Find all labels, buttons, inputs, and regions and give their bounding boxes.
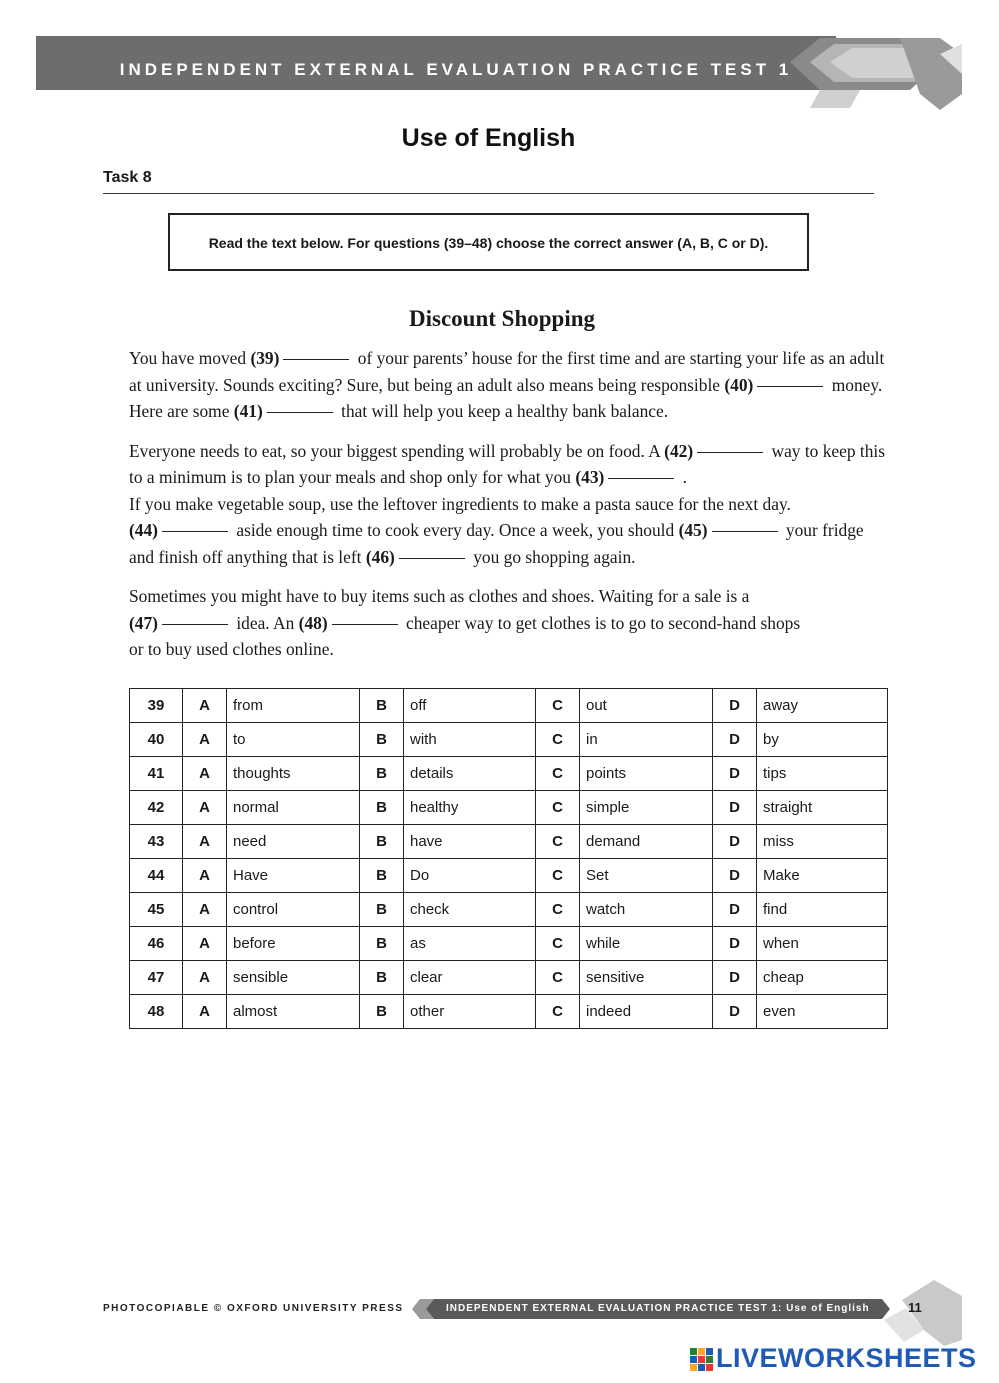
letter-d: D bbox=[713, 927, 757, 961]
article-paragraph-1 bbox=[129, 345, 889, 425]
option-b[interactable]: healthy bbox=[404, 791, 536, 825]
question-number-cell: 39 bbox=[130, 689, 183, 723]
header-decoration-icon bbox=[790, 34, 966, 112]
option-d[interactable]: miss bbox=[757, 825, 888, 859]
question-number-cell: 47 bbox=[130, 961, 183, 995]
letter-a: A bbox=[183, 791, 227, 825]
letter-b: B bbox=[360, 825, 404, 859]
page-title: Use of English bbox=[401, 124, 576, 152]
option-d[interactable]: away bbox=[757, 689, 888, 723]
letter-b: B bbox=[360, 859, 404, 893]
option-d[interactable]: find bbox=[757, 893, 888, 927]
article-paragraph-3 bbox=[129, 583, 889, 663]
instruction-text: Read the text below. For questions (39–48) choose the correct answer (A, B, C or D). bbox=[208, 235, 769, 251]
letter-c: C bbox=[536, 961, 580, 995]
text-segment: idea. An bbox=[236, 612, 295, 633]
letter-c: C bbox=[536, 859, 580, 893]
letter-d: D bbox=[713, 961, 757, 995]
option-b[interactable]: as bbox=[404, 927, 536, 961]
question-number-cell: 45 bbox=[130, 893, 183, 927]
option-a[interactable]: from bbox=[227, 689, 360, 723]
answer-gap-43[interactable] bbox=[608, 477, 674, 479]
option-b[interactable]: details bbox=[404, 757, 536, 791]
option-row-48 bbox=[130, 995, 888, 1029]
option-c[interactable]: indeed bbox=[580, 995, 713, 1029]
task-divider bbox=[103, 193, 874, 194]
letter-b: B bbox=[360, 689, 404, 723]
option-d[interactable]: straight bbox=[757, 791, 888, 825]
text-segment: that will help you keep a healthy bank balance. bbox=[341, 401, 669, 421]
question-number-cell: 44 bbox=[130, 859, 183, 893]
question-number-48: (48) bbox=[298, 612, 328, 633]
question-number-46: (46) bbox=[365, 546, 395, 567]
question-number-cell: 43 bbox=[130, 825, 183, 859]
text-segment: way to keep this to a minimum is to plan your meals and shop only for what you bbox=[129, 440, 886, 487]
liveworksheets-logo bbox=[690, 1343, 990, 1374]
letter-d: D bbox=[713, 689, 757, 723]
letter-d: D bbox=[713, 791, 757, 825]
option-a[interactable]: almost bbox=[227, 995, 360, 1029]
answer-gap-45[interactable] bbox=[712, 530, 778, 532]
letter-a: A bbox=[183, 689, 227, 723]
liveworksheets-wordmark: LIVEWORKSHEETS bbox=[716, 1343, 977, 1373]
letter-d: D bbox=[713, 859, 757, 893]
answer-gap-40[interactable] bbox=[757, 385, 823, 387]
question-number-40: (40) bbox=[724, 374, 754, 395]
answer-gap-41[interactable] bbox=[267, 411, 333, 413]
option-c[interactable]: out bbox=[580, 689, 713, 723]
option-a[interactable]: need bbox=[227, 825, 360, 859]
question-number-cell: 46 bbox=[130, 927, 183, 961]
option-row-46 bbox=[130, 927, 888, 961]
option-a[interactable]: control bbox=[227, 893, 360, 927]
letter-c: C bbox=[536, 757, 580, 791]
question-number-44: (44) bbox=[129, 520, 158, 540]
option-row-44 bbox=[130, 859, 888, 893]
options-table bbox=[129, 688, 888, 1029]
option-row-42 bbox=[130, 791, 888, 825]
option-c[interactable]: while bbox=[580, 927, 713, 961]
text-segment: Sometimes you might have to buy items such as clothes and shoes. Waiting for a sale is a bbox=[129, 586, 750, 606]
letter-c: C bbox=[536, 723, 580, 757]
letter-a: A bbox=[183, 995, 227, 1029]
article-title: Discount Shopping bbox=[409, 306, 595, 331]
letter-a: A bbox=[183, 893, 227, 927]
text-segment: money. Here are some bbox=[129, 374, 883, 421]
letter-b: B bbox=[360, 893, 404, 927]
question-number-45: (45) bbox=[678, 520, 708, 540]
article-paragraph-2 bbox=[129, 438, 889, 571]
question-number-cell: 40 bbox=[130, 723, 183, 757]
article-text bbox=[129, 345, 889, 676]
question-number-41: (41) bbox=[233, 401, 263, 421]
answer-gap-47[interactable] bbox=[162, 623, 228, 625]
option-b[interactable]: with bbox=[404, 723, 536, 757]
letter-a: A bbox=[183, 859, 227, 893]
answer-gap-48[interactable] bbox=[332, 623, 398, 625]
letter-c: C bbox=[536, 791, 580, 825]
option-b[interactable]: Do bbox=[404, 859, 536, 893]
option-a[interactable]: normal bbox=[227, 791, 360, 825]
option-b[interactable]: clear bbox=[404, 961, 536, 995]
liveworksheets-squares-icon bbox=[690, 1348, 714, 1372]
corner-decoration-icon bbox=[884, 1280, 964, 1346]
letter-d: D bbox=[713, 825, 757, 859]
footer-test-title: INDEPENDENT EXTERNAL EVALUATION PRACTICE TEST 1: Use of English bbox=[446, 1303, 870, 1314]
letter-b: B bbox=[360, 723, 404, 757]
question-number-cell: 41 bbox=[130, 757, 183, 791]
letter-a: A bbox=[183, 825, 227, 859]
option-row-40 bbox=[130, 723, 888, 757]
letter-b: B bbox=[360, 961, 404, 995]
option-a[interactable]: before bbox=[227, 927, 360, 961]
option-d[interactable]: tips bbox=[757, 757, 888, 791]
letter-d: D bbox=[713, 893, 757, 927]
option-c[interactable]: watch bbox=[580, 893, 713, 927]
text-segment: you go shopping again. bbox=[473, 546, 636, 567]
text-segment: of your parents’ house for the first time and are starting your life as an adult at university. Sounds exciting? Sure, but being an adult also means being responsible bbox=[129, 348, 885, 395]
letter-b: B bbox=[360, 757, 404, 791]
task-label: Task 8 bbox=[103, 169, 152, 186]
option-b[interactable]: have bbox=[404, 825, 536, 859]
option-a[interactable]: thoughts bbox=[227, 757, 360, 791]
text-segment: . bbox=[682, 467, 688, 487]
question-number-39: (39) bbox=[250, 348, 280, 368]
option-b[interactable]: off bbox=[404, 689, 536, 723]
page-number: 11 bbox=[908, 1300, 922, 1315]
question-number-43: (43) bbox=[575, 467, 605, 487]
letter-c: C bbox=[536, 893, 580, 927]
text-segment: Everyone needs to eat, so your biggest spending will probably be on food. A bbox=[129, 440, 660, 461]
option-c[interactable]: sensitive bbox=[580, 961, 713, 995]
option-row-47 bbox=[130, 961, 888, 995]
option-d[interactable]: Make bbox=[757, 859, 888, 893]
option-row-39 bbox=[130, 689, 888, 723]
question-number-cell: 48 bbox=[130, 995, 183, 1029]
text-segment: aside enough time to cook every day. Once a week, you should bbox=[236, 520, 675, 540]
option-b[interactable]: check bbox=[404, 893, 536, 927]
letter-a: A bbox=[183, 927, 227, 961]
letter-b: B bbox=[360, 791, 404, 825]
option-row-43 bbox=[130, 825, 888, 859]
question-number-42: (42) bbox=[664, 440, 694, 461]
letter-c: C bbox=[536, 995, 580, 1029]
option-row-41 bbox=[130, 757, 888, 791]
letter-b: B bbox=[360, 927, 404, 961]
answer-gap-46[interactable] bbox=[399, 557, 465, 559]
question-number-47: (47) bbox=[129, 612, 158, 633]
option-c[interactable]: simple bbox=[580, 791, 713, 825]
question-number-cell: 42 bbox=[130, 791, 183, 825]
letter-b: B bbox=[360, 995, 404, 1029]
instruction-box bbox=[168, 213, 809, 271]
text-segment: You have moved bbox=[129, 348, 247, 368]
option-c[interactable]: demand bbox=[580, 825, 713, 859]
option-a[interactable]: to bbox=[227, 723, 360, 757]
footer-copyright: PHOTOCOPIABLE © OXFORD UNIVERSITY PRESS bbox=[103, 1303, 404, 1314]
option-d[interactable]: when bbox=[757, 927, 888, 961]
answer-gap-42[interactable] bbox=[697, 451, 763, 453]
header-title: INDEPENDENT EXTERNAL EVALUATION PRACTICE TEST 1 bbox=[119, 60, 793, 79]
text-segment: your fridge and finish off anything that is left bbox=[129, 520, 864, 567]
option-a[interactable]: Have bbox=[227, 859, 360, 893]
option-b[interactable]: other bbox=[404, 995, 536, 1029]
option-d[interactable]: cheap bbox=[757, 961, 888, 995]
option-a[interactable]: sensible bbox=[227, 961, 360, 995]
options-table-body bbox=[130, 689, 888, 1029]
letter-d: D bbox=[713, 723, 757, 757]
letter-a: A bbox=[183, 757, 227, 791]
text-segment: If you make vegetable soup, use the leftover ingredients to make a pasta sauce for the next day. bbox=[129, 493, 791, 514]
option-c[interactable]: in bbox=[580, 723, 713, 757]
option-c[interactable]: points bbox=[580, 757, 713, 791]
option-d[interactable]: even bbox=[757, 995, 888, 1029]
text-segment: cheaper way to get clothes is to go to second-hand shops bbox=[406, 612, 801, 633]
letter-c: C bbox=[536, 927, 580, 961]
letter-c: C bbox=[536, 825, 580, 859]
option-row-45 bbox=[130, 893, 888, 927]
letter-a: A bbox=[183, 723, 227, 757]
letter-c: C bbox=[536, 689, 580, 723]
answer-gap-39[interactable] bbox=[283, 358, 349, 360]
letter-a: A bbox=[183, 961, 227, 995]
option-d[interactable]: by bbox=[757, 723, 888, 757]
answer-gap-44[interactable] bbox=[162, 530, 228, 532]
letter-d: D bbox=[713, 995, 757, 1029]
option-c[interactable]: Set bbox=[580, 859, 713, 893]
letter-d: D bbox=[713, 757, 757, 791]
text-segment: or to buy used clothes online. bbox=[129, 639, 334, 659]
